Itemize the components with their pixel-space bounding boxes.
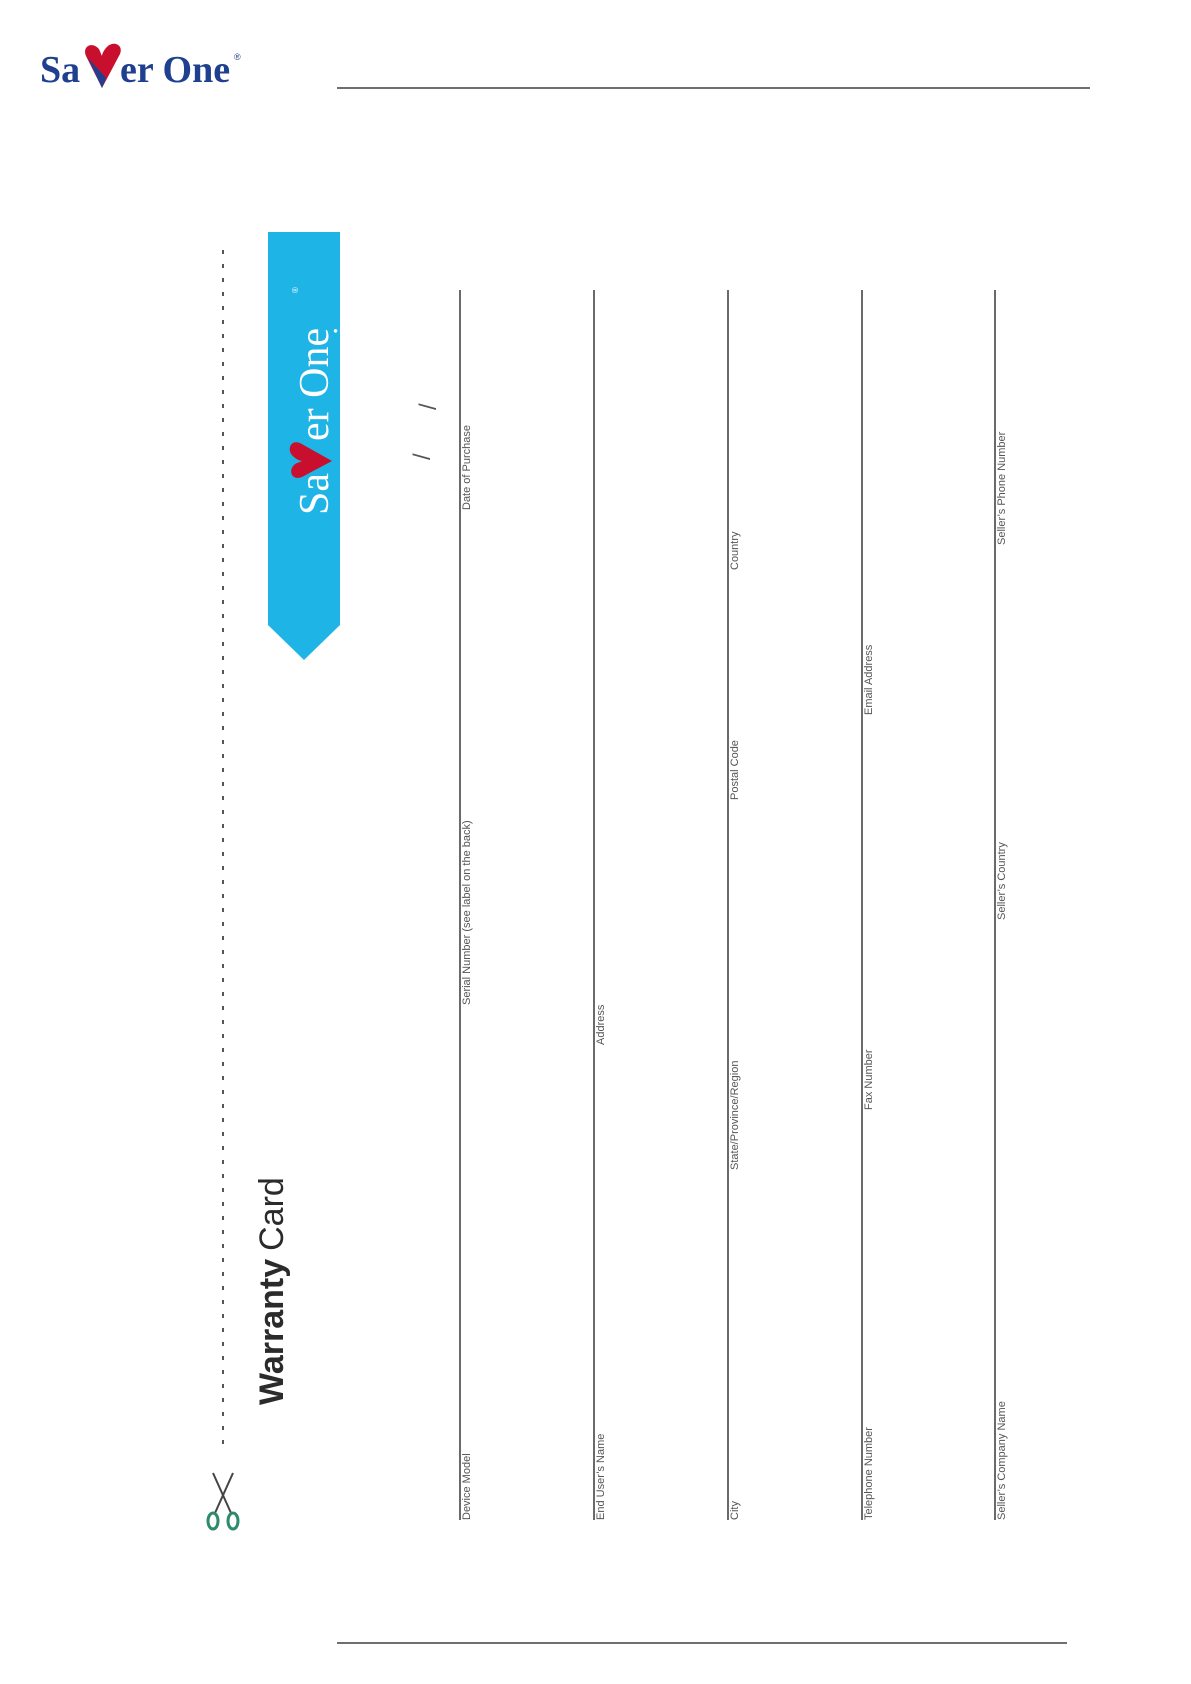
label-state: State/Province/Region bbox=[729, 1060, 741, 1170]
banner-registered: ® bbox=[291, 287, 300, 293]
label-seller-country: Seller’s Country bbox=[996, 842, 1008, 920]
label-address: Address bbox=[595, 1004, 607, 1045]
card-title-regular: Card bbox=[253, 1177, 291, 1251]
label-serial-number: Serial Number (see label on the back) bbox=[461, 820, 473, 1005]
label-end-user-name: End User’s Name bbox=[595, 1433, 607, 1520]
saverone-series-banner bbox=[268, 232, 364, 660]
banner-brand-left: Sa bbox=[292, 473, 338, 515]
label-country: Country bbox=[729, 531, 741, 570]
label-date-of-purchase: Date of Purchase bbox=[461, 425, 473, 510]
date-slash-2: / bbox=[415, 403, 442, 410]
label-telephone: Telephone Number bbox=[863, 1427, 875, 1520]
label-postal-code: Postal Code bbox=[729, 740, 741, 800]
logo-registered: ® bbox=[234, 52, 241, 62]
scissors-icon bbox=[208, 1473, 238, 1529]
label-device-model: Device Model bbox=[461, 1453, 473, 1520]
date-slash-1: / bbox=[409, 453, 436, 460]
logo-text-left: Sa bbox=[40, 49, 81, 91]
svg-text:WarrantyCard bbox=[253, 1177, 291, 1405]
card-title-bold: Warranty bbox=[253, 1258, 291, 1405]
label-seller-company: Seller’s Company Name bbox=[996, 1401, 1008, 1520]
banner-series: series bbox=[327, 297, 364, 375]
label-seller-phone: Seller’s Phone Number bbox=[996, 431, 1008, 545]
banner-brand-right: er One bbox=[292, 327, 338, 441]
logo-text-right: er One bbox=[120, 49, 231, 91]
label-city: City bbox=[729, 1501, 741, 1520]
label-fax: Fax Number bbox=[863, 1049, 875, 1110]
label-email: Email Address bbox=[863, 644, 875, 715]
